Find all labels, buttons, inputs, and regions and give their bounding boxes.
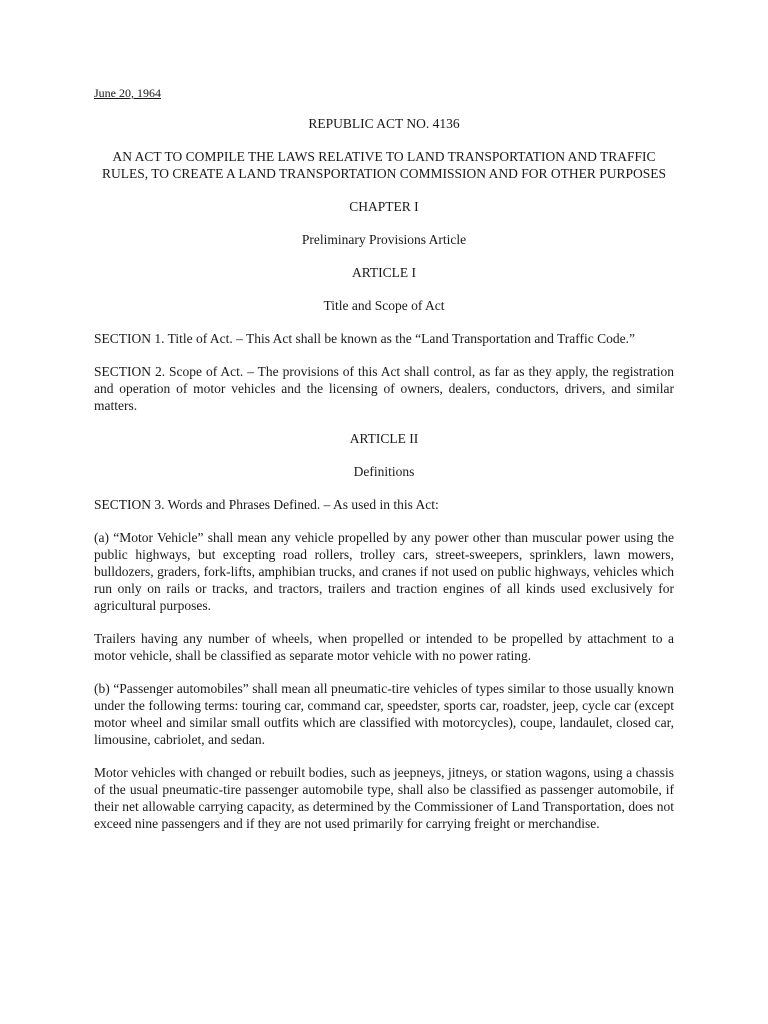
paragraph-trailers: Trailers having any number of wheels, when propelled or intended to be propelled by attachment to a motor vehicle, shall be classified as separate motor vehicle with no power rating. [94, 631, 674, 663]
paragraph-rebuilt-bodies: Motor vehicles with changed or rebuilt bodies, such as jeepneys, jitneys, or station wagons, using a chassis of the usual pneumatic-tire passenger automobile type, shall also be classified as passenger automobile, if their net allowable carrying capacity, as determined by the Commissioner of Land Transportation, does not exceed nine passengers and if they are not used primarily for carrying freight or merchandise. [94, 765, 674, 831]
document-date: June 20, 1964 [94, 86, 161, 100]
section-3: SECTION 3. Words and Phrases Defined. – As used in this Act: [94, 497, 439, 512]
article-1-heading: ARTICLE I [351, 265, 417, 280]
chapter-title: Preliminary Provisions Article [301, 232, 467, 247]
chapter-heading: CHAPTER I [349, 199, 419, 214]
article-2-title: Definitions [353, 464, 415, 479]
paragraph-b-passenger-automobiles: (b) “Passenger automobiles” shall mean all pneumatic-tire vehicles of types similar to those usually known under the following terms: touring car, command car, speedster, sports car, roadster, jeep, cycle car (except motor wheel and similar small outfits which are classified with motorcycles), coupe, landaulet, closed car, limousine, cabriolet, and sedan. [94, 681, 674, 747]
act-title: AN ACT TO COMPILE THE LAWS RELATIVE TO LAND TRANSPORTATION AND TRAFFIC RULES, TO CREATE A LAND TRANSPORTATION COMMISSION AND FOR OTHER PURPOSES [101, 149, 667, 181]
article-2-heading: ARTICLE II [349, 431, 419, 446]
section-2: SECTION 2. Scope of Act. – The provisions of this Act shall control, as far as they apply, the registration and operation of motor vehicles and the licensing of owners, dealers, conductors, drivers, and similar matters. [94, 364, 674, 413]
paragraph-a-motor-vehicle: (a) “Motor Vehicle” shall mean any vehicle propelled by any power other than muscular power using the public highways, but excepting road rollers, trolley cars, street-sweepers, sprinklers, lawn mowers, bulldozers, graders, fork-lifts, amphibian trucks, and cranes if not used on public highways, vehicles which run only on rails or tracks, and tractors, trailers and traction engines of all kinds used exclusively for agricultural purposes. [94, 530, 674, 613]
article-1-title: Title and Scope of Act [323, 298, 445, 313]
act-number: REPUBLIC ACT NO. 4136 [308, 116, 460, 131]
section-1: SECTION 1. Title of Act. – This Act shall be known as the “Land Transportation and Traffic Code.” [94, 331, 635, 346]
